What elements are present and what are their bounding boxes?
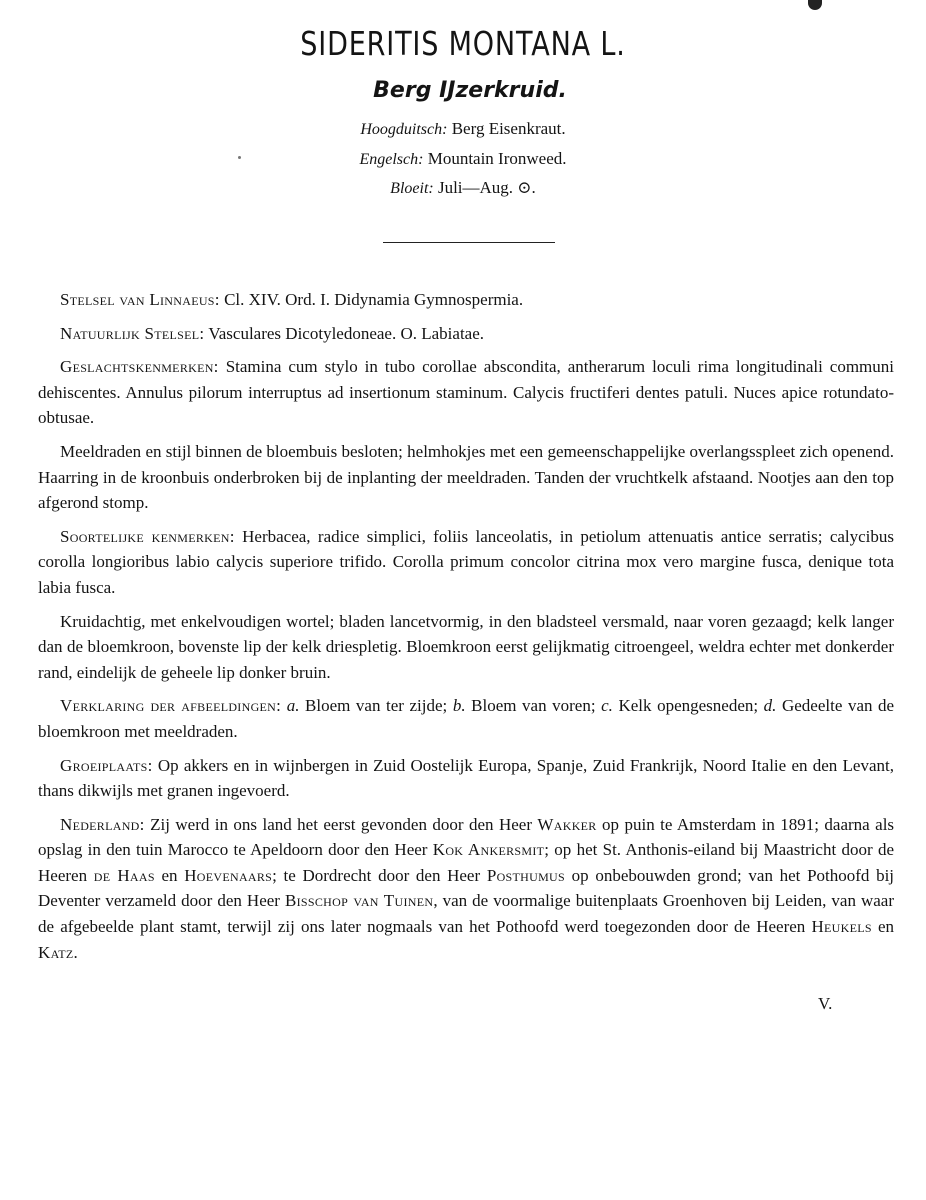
figure-c-key: c. bbox=[601, 696, 613, 716]
natural-system-text: Vasculares Dicotyledoneae. O. Labiatae. bbox=[208, 323, 485, 343]
netherlands-text-3: ; op het St. Anthonis-eiland bij Maastricht door de Heeren bbox=[38, 840, 894, 885]
natural-system-paragraph bbox=[38, 321, 894, 347]
figure-b-text: Bloem van voren; bbox=[471, 696, 596, 716]
figure-c-text: Kelk opengesneden; bbox=[618, 696, 759, 716]
english-value: Mountain Ironweed. bbox=[427, 149, 567, 168]
name-wakker: Wakker bbox=[537, 814, 597, 834]
description-body bbox=[38, 287, 894, 973]
name-kok-ankersmit: Kok Ankersmit bbox=[432, 840, 545, 860]
netherlands-label: Nederland: bbox=[60, 814, 145, 834]
english-name-line bbox=[0, 149, 926, 169]
netherlands-text-2: op puin te Amsterdam in 1891; daarna als opslag in den tuin Marocco te Apeldoorn door den Heer bbox=[38, 814, 895, 860]
linnaeus-paragraph bbox=[38, 287, 894, 313]
species-label: Soortelijke kenmerken: bbox=[60, 526, 235, 546]
genus-latin-text: Stamina cum stylo in tubo corollae abscondita, antherarum loculi rima longitudinali communi dehiscentes. Annulus pilorum interruptus ad insertionum staminum. Calycis fructiferi dentes patuli. Nuces apice rotundato-obtusae. bbox=[38, 357, 894, 428]
figure-a-key: a. bbox=[286, 696, 300, 716]
netherlands-text-6: , van de voormalige buitenplaats Groenhoven bij Leiden, van waar de afgebeelde plant stamt, terwijl zij ons later nogmaals van het Pothoofd werd toegezonden door de Heeren bbox=[38, 891, 895, 937]
figure-d-text: Gedeelte van de bloemkroon met meeldraden. bbox=[38, 696, 895, 741]
habitat-paragraph bbox=[38, 753, 894, 804]
name-hoevenaars: Hoevenaars bbox=[184, 865, 273, 885]
name-posthumus: Posthumus bbox=[486, 865, 565, 885]
species-latin-paragraph bbox=[38, 524, 894, 601]
genus-latin-paragraph bbox=[38, 354, 894, 431]
netherlands-text-1: Zij werd in ons land het eerst gevonden door den Heer bbox=[150, 814, 532, 834]
divider-rule bbox=[383, 242, 555, 243]
name-heukels: Heukels bbox=[811, 917, 872, 937]
ink-speck bbox=[808, 0, 822, 10]
habitat-text: Op akkers en in wijnbergen in Zuid Oostelijk Europa, Spanje, Zuid Frankrijk, Noord Italie en den Levant, thans dikwijls met granen ingevoerd. bbox=[38, 755, 894, 801]
german-name-line bbox=[0, 119, 926, 139]
page-title: SIDERITIS MONTANA L. bbox=[300, 24, 626, 63]
name-bisschop-van-tuinen: Bisschop van Tuinen bbox=[285, 891, 434, 911]
netherlands-paragraph bbox=[38, 812, 894, 966]
conjunction-en-2: en bbox=[877, 917, 895, 937]
bloom-line bbox=[0, 178, 926, 198]
dutch-name: Berg IJzerkruid. bbox=[373, 78, 567, 103]
netherlands-text-5: op onbebouwden grond; van het Pothoofd bij Deventer verzameld door den Heer bbox=[38, 865, 895, 911]
species-dutch-paragraph: Kruidachtig, met enkelvoudigen wortel; bladen lancetvormig, in den bladsteel versmald, naar voren gezaagd; kelk langer dan de bloemkroon, bovenste lip der kelk driespletig. Bloemkroon eerst gelijkmatig citroengeel, weldra echter met donkerder rand, eindelijk de geheele lip donker bruin. bbox=[38, 611, 894, 682]
bloom-label: Bloeit: bbox=[390, 180, 434, 197]
habitat-label: Groeiplaats: bbox=[60, 755, 153, 775]
conjunction-en-1: en bbox=[161, 865, 178, 885]
english-label: Engelsch: bbox=[359, 151, 424, 168]
figure-b-key: b. bbox=[452, 696, 466, 716]
netherlands-end: . bbox=[73, 942, 78, 962]
figure-a-text: Bloem van ter zijde; bbox=[305, 696, 448, 716]
figure-d-key: d. bbox=[763, 696, 777, 716]
name-katz: Katz bbox=[38, 942, 74, 962]
german-value: Berg Eisenkraut. bbox=[451, 119, 566, 138]
name-de-haas: de Haas bbox=[93, 865, 155, 885]
genus-label: Geslachtskenmerken: bbox=[60, 357, 219, 377]
german-label: Hoogduitsch: bbox=[360, 121, 448, 138]
linnaeus-label: Stelsel van Linnaeus: bbox=[60, 290, 220, 309]
linnaeus-text: Cl. XIV. Ord. I. Didynamia Gymnospermia. bbox=[224, 290, 524, 309]
bloom-value: Juli—Aug. ⊙. bbox=[437, 178, 536, 197]
species-latin-text: Herbacea, radice simplici, foliis lanceolatis, in petiolum attenuatis antice serratis; calycibus corolla longioribus labio calycis superiore trifido. Corolla primum concolor citrina mox vero margine fusca, denique tota labia fusca. bbox=[38, 526, 895, 597]
natural-system-label: Natuurlijk Stelsel: bbox=[60, 323, 205, 343]
figures-label: Verklaring der afbeeldingen: bbox=[60, 696, 282, 716]
netherlands-text-4: ; te Dordrecht door den Heer bbox=[272, 865, 481, 885]
author-signature: V. bbox=[818, 994, 833, 1013]
genus-dutch-paragraph: Meeldraden en stijl binnen de bloembuis besloten; helmhokjes met een gemeenschappelijke overlangsspleet zich openend. Haarring in de kroonbuis onderbroken bij de inplanting der meeldraden. Tanden der vruchtkelk afstaand. Nootjes aan den top afgerond stomp. bbox=[38, 441, 894, 513]
figures-paragraph bbox=[38, 693, 894, 744]
